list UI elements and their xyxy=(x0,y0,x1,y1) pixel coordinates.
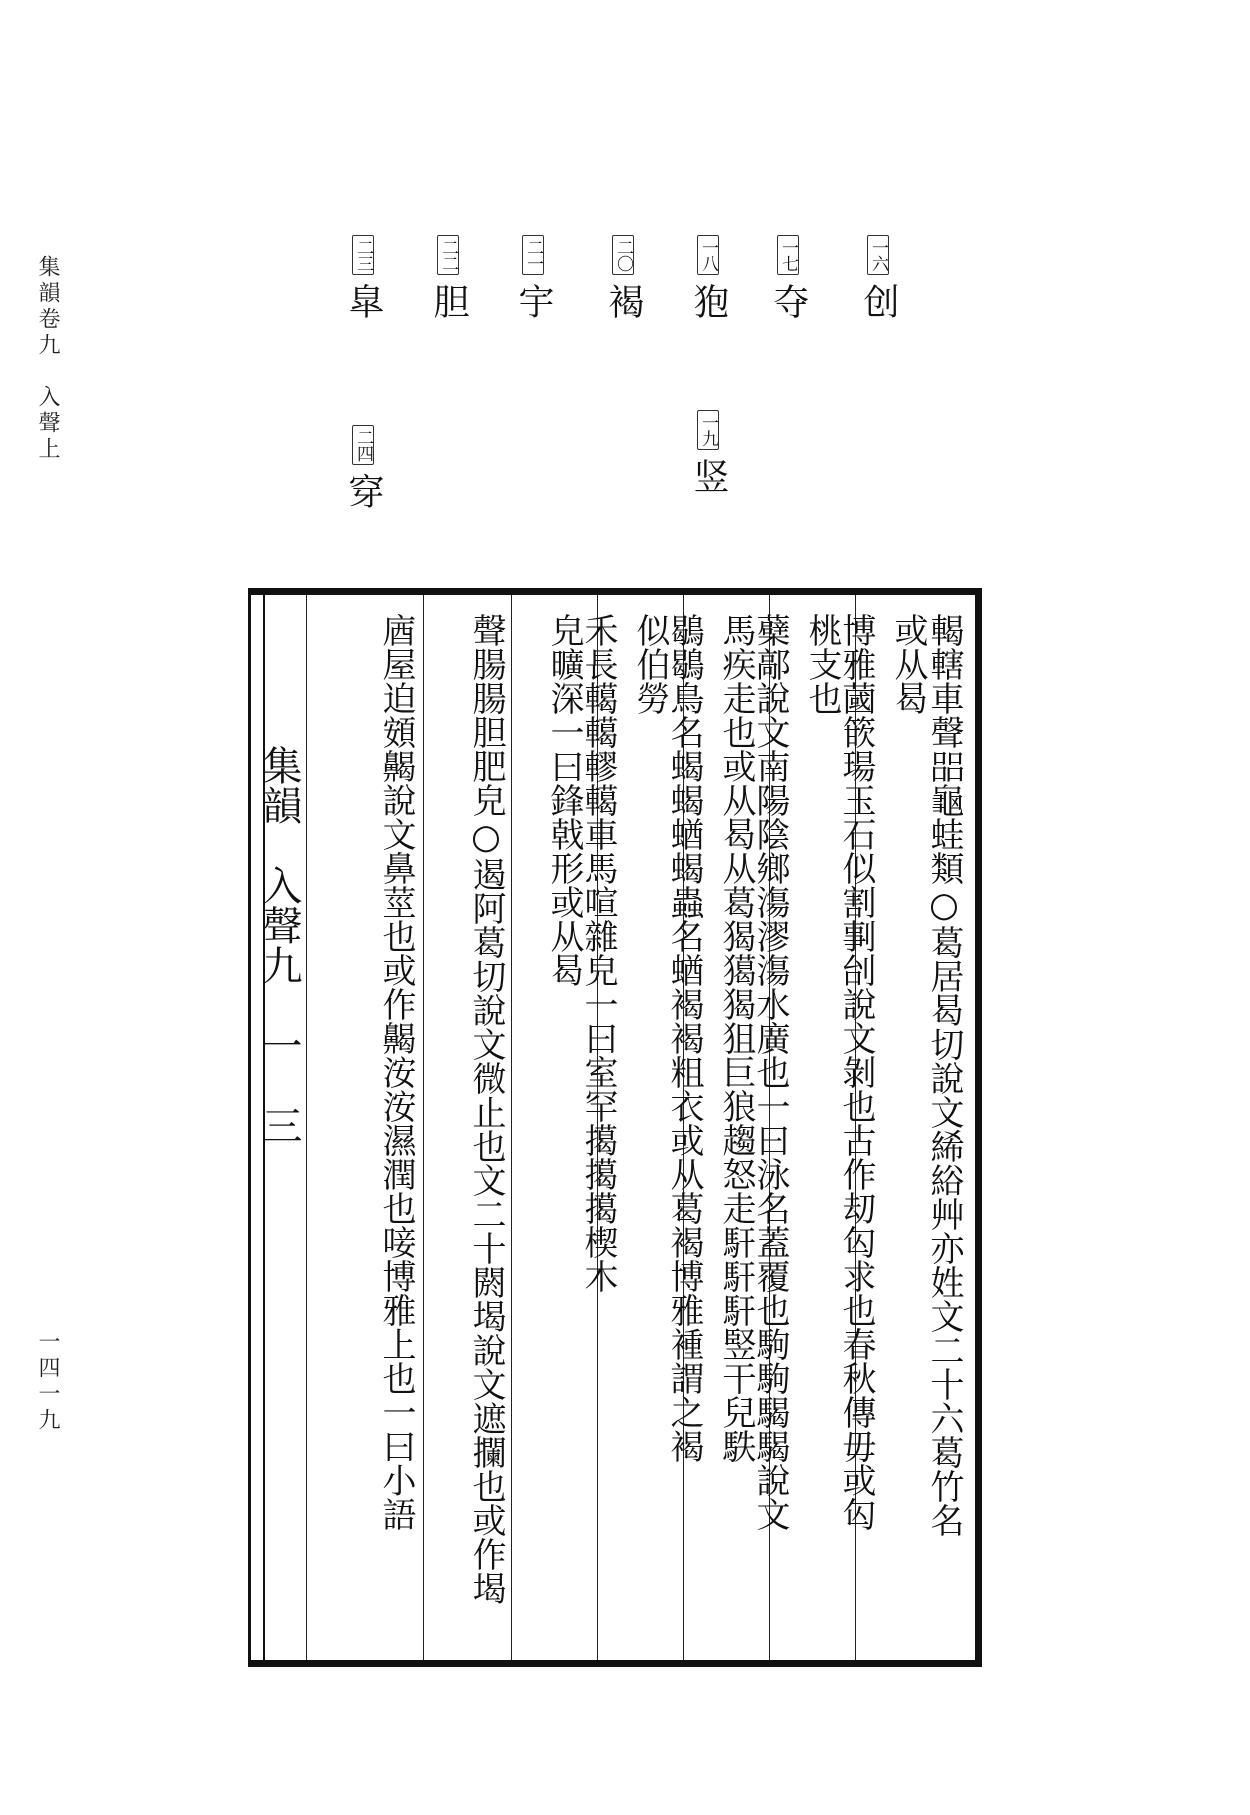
note-mark: 一六 xyxy=(867,235,889,275)
collation-note xyxy=(858,235,899,319)
text-column: 鶡鶡鳥名蝎蝎蝤蝎蟲名蝤褐褐粗衣或从葛褐博雅褈謂之褐 xyxy=(664,613,704,1463)
note-text: 狍 xyxy=(688,283,729,319)
running-title: 集韻卷九 入聲上 xyxy=(35,255,60,463)
text-column: 皃曠深一曰鋒戟形或从曷 xyxy=(544,613,584,987)
note-mark: 二一 xyxy=(522,235,544,275)
column-rule xyxy=(511,595,512,1660)
text-column: 博雅蔮篏瑒玉石似割剚刣說文剝也古作刧匃求也春秋傳毋或匃 xyxy=(836,613,876,1531)
note-mark: 二〇 xyxy=(612,235,634,275)
note-text: 胆 xyxy=(428,283,469,319)
text-column: 聲腸腸胆肥皃○遏阿葛切說文微止也文二十閼堨說文遮攔也或作堨 xyxy=(466,613,506,1605)
note-mark: 二四 xyxy=(352,425,374,465)
text-column: 桃支也 xyxy=(802,613,842,715)
text-column: 馬疾走也或从曷从葛猲獦猲狙巨狼趨怒走馯馯馯竪干兒䭿 xyxy=(716,613,756,1463)
block-edge-title: 集韻 入聲九 一 三 xyxy=(256,745,302,1145)
collation-note xyxy=(768,235,809,319)
column-rule xyxy=(306,595,307,1660)
text-column: 庮屋迫頞齃說文鼻莖也或作齃洝洝濕潤也唼博雅上也一曰小語 xyxy=(376,613,416,1531)
collation-note xyxy=(513,235,554,319)
column-rule xyxy=(423,595,424,1660)
collation-note xyxy=(603,235,644,319)
note-mark: 一七 xyxy=(777,235,799,275)
note-mark: 一九 xyxy=(697,410,719,450)
collation-note xyxy=(343,425,384,509)
collation-note xyxy=(688,235,729,319)
text-column: 輵轄車聲㗊龜蛙類○葛居曷切說文絺綌艸亦姓文二十六葛竹名 xyxy=(924,613,964,1537)
text-column: 似伯勞 xyxy=(630,613,670,715)
note-mark: 二二 xyxy=(437,235,459,275)
collation-note xyxy=(428,235,469,319)
note-text: 穿 xyxy=(343,473,384,509)
note-text: 竖 xyxy=(688,458,729,494)
text-column: 禾長轕轕轇轕車馬喧雜皃一曰室罕擖擖擖楔木 xyxy=(578,613,618,1293)
note-text: 宇 xyxy=(513,283,554,319)
page-number: 一四一九 xyxy=(35,1330,60,1434)
note-text: 创 xyxy=(858,283,899,319)
note-text: 夺 xyxy=(768,283,809,319)
woodblock-page xyxy=(248,588,982,1667)
text-column: 或从曷 xyxy=(888,613,928,715)
note-text: 皐 xyxy=(343,283,384,319)
note-text: 褐 xyxy=(603,283,644,319)
collation-note xyxy=(688,410,729,494)
text-column: 蘗鄗說文南陽陰鄉漡漻漡水廣也一曰泳名蓋覆也駒駒騔騔說文 xyxy=(750,613,790,1531)
note-mark: 二三 xyxy=(352,235,374,275)
collation-note xyxy=(343,235,384,319)
note-mark: 一八 xyxy=(697,235,719,275)
